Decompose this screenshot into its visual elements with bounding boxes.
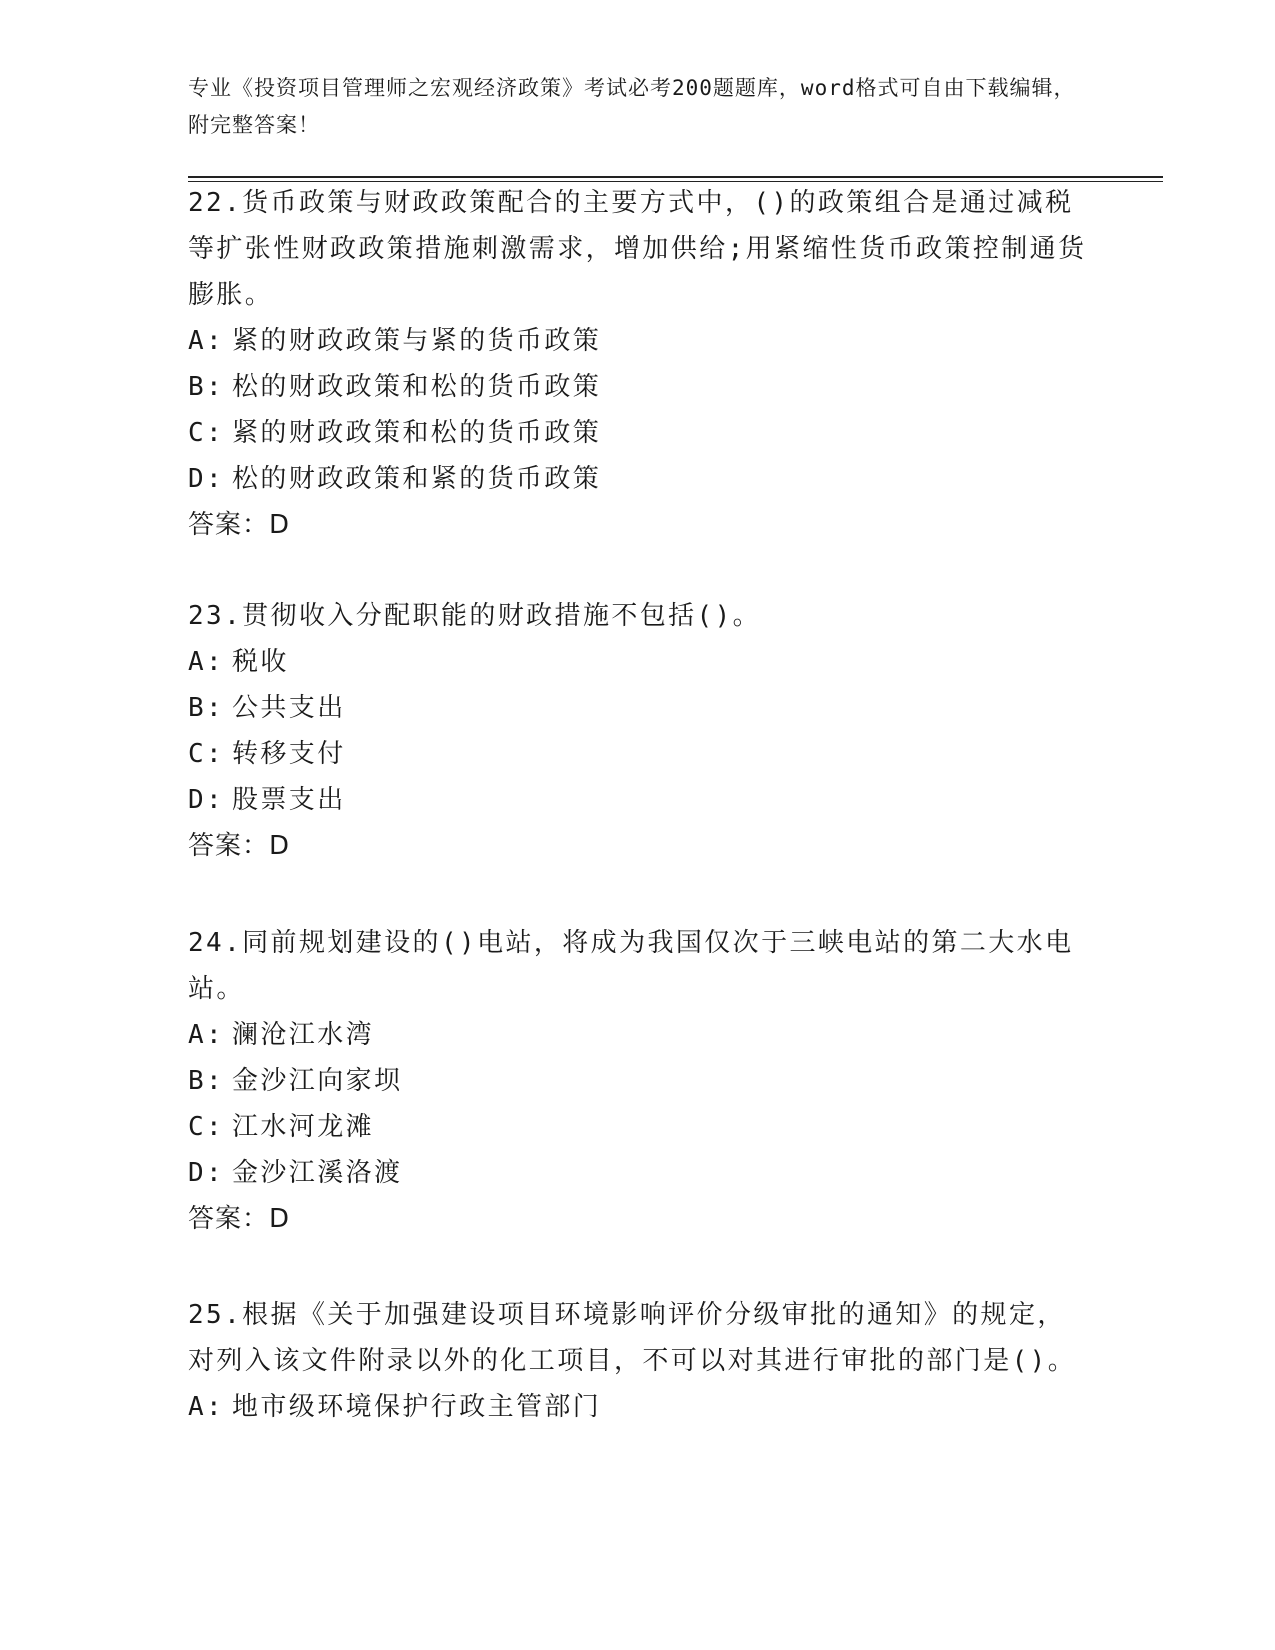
answer-label: 答案：D <box>188 831 291 861</box>
answer-label: 答案：D <box>188 510 291 540</box>
option-key: B: <box>188 372 225 402</box>
option-text: 金沙江溪洛渡 <box>232 1158 403 1188</box>
option-text: 松的财政政策和紧的货币政策 <box>232 464 602 494</box>
option-text: 地市级环境保护行政主管部门 <box>232 1392 602 1422</box>
option-key: B: <box>188 693 225 723</box>
option-text: 松的财政政策和松的货币政策 <box>232 372 602 402</box>
option-a <box>188 1012 1093 1058</box>
option-d <box>188 777 1093 823</box>
option-key: A: <box>188 1020 225 1050</box>
option-key: D: <box>188 464 225 494</box>
option-key: C: <box>188 418 225 448</box>
option-b <box>188 685 1093 731</box>
option-text: 公共支出 <box>232 693 346 723</box>
option-text: 紧的财政政策与紧的货币政策 <box>232 326 602 356</box>
option-text: 金沙江向家坝 <box>232 1066 403 1096</box>
question-stem: 24.同前规划建设的()电站，将成为我国仅次于三峡电站的第二大水电站。 <box>188 928 1074 1004</box>
option-b <box>188 1058 1093 1104</box>
option-d <box>188 456 1093 502</box>
option-a <box>188 639 1093 685</box>
answer-label: 答案：D <box>188 1204 291 1234</box>
question-23 <box>188 593 1093 869</box>
option-c <box>188 731 1093 777</box>
question-stem: 22.货币政策与财政政策配合的主要方式中，()的政策组合是通过减税等扩张性财政政策措施刺激需求，增加供给;用紧缩性货币政策控制通货膨胀。 <box>188 188 1087 310</box>
option-a <box>188 1384 1093 1430</box>
option-text: 江水河龙滩 <box>232 1112 375 1142</box>
option-key: A: <box>188 326 225 356</box>
option-text: 股票支出 <box>232 785 346 815</box>
option-key: C: <box>188 1112 225 1142</box>
option-key: A: <box>188 647 225 677</box>
document-header: 专业《投资项目管理师之宏观经济政策》考试必考200题题库，word格式可自由下载编辑，附完整答案！ <box>188 76 1076 137</box>
question-22 <box>188 180 1093 548</box>
option-text: 转移支付 <box>232 739 346 769</box>
option-key: B: <box>188 1066 225 1096</box>
question-stem: 23.贯彻收入分配职能的财政措施不包括()。 <box>188 601 762 631</box>
option-c <box>188 410 1093 456</box>
option-key: D: <box>188 1158 225 1188</box>
question-25 <box>188 1292 1093 1430</box>
option-c <box>188 1104 1093 1150</box>
option-text: 税收 <box>232 647 289 677</box>
option-text: 紧的财政政策和松的货币政策 <box>232 418 602 448</box>
option-b <box>188 364 1093 410</box>
option-a <box>188 318 1093 364</box>
option-key: D: <box>188 785 225 815</box>
option-d <box>188 1150 1093 1196</box>
question-stem: 25.根据《关于加强建设项目环境影响评价分级审批的通知》的规定，对列入该文件附录以外的化工项目，不可以对其进行审批的部门是()。 <box>188 1300 1077 1376</box>
question-24 <box>188 920 1093 1242</box>
option-text: 澜沧江水湾 <box>232 1020 375 1050</box>
option-key: A: <box>188 1392 225 1422</box>
option-key: C: <box>188 739 225 769</box>
